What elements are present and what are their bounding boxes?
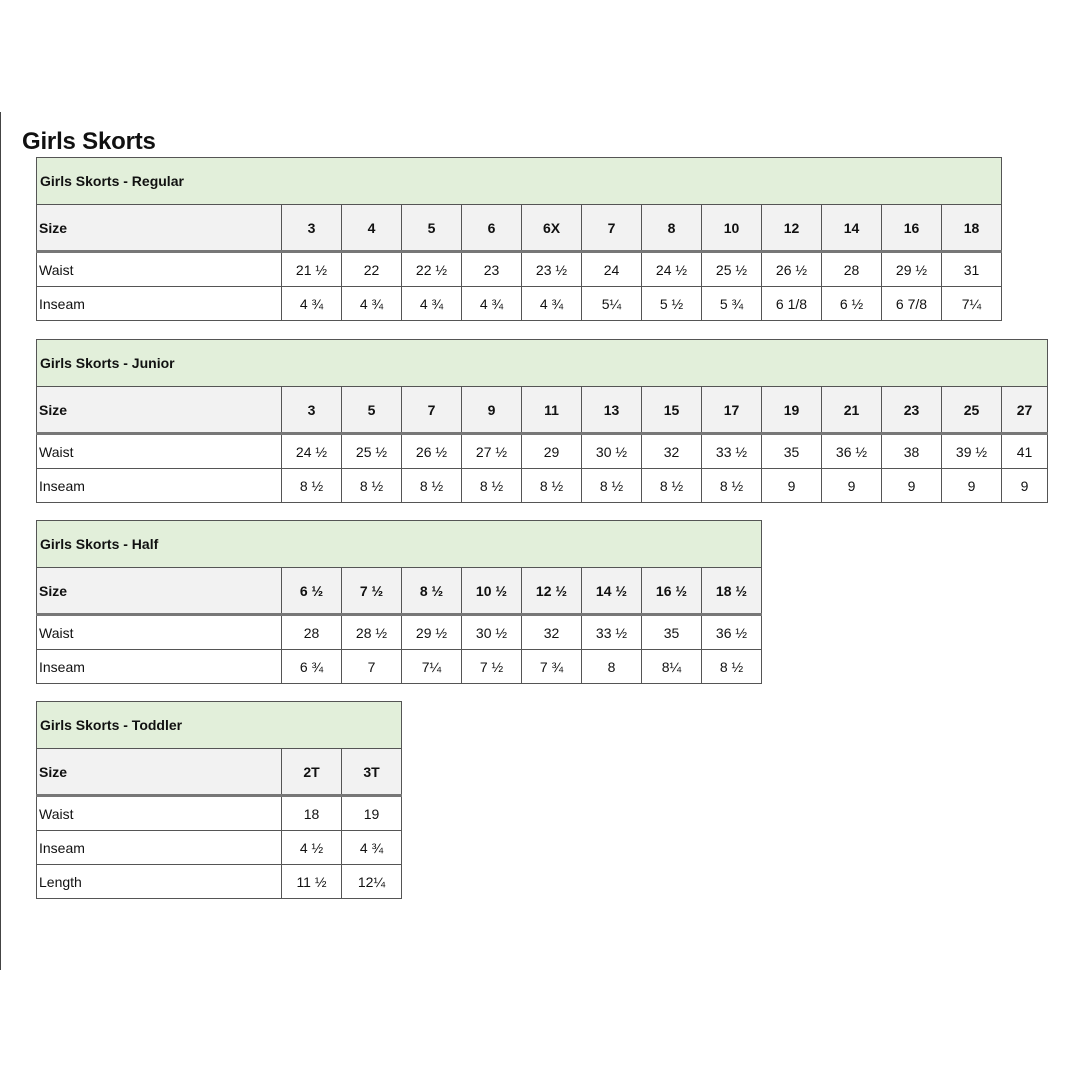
- size-header-cell: 12 ½: [522, 568, 582, 615]
- measurement-cell: 23 ½: [522, 252, 582, 287]
- size-header-cell: 5: [342, 387, 402, 434]
- size-row-label: Size: [37, 205, 282, 252]
- table-row: [37, 434, 1048, 469]
- measurement-cell: 8 ½: [702, 469, 762, 503]
- measurement-cell: 7: [342, 650, 402, 684]
- size-header-cell: 9: [462, 387, 522, 434]
- measurement-cell: 29: [522, 434, 582, 469]
- measurement-cell: 9: [942, 469, 1002, 503]
- table-row: [37, 252, 1002, 287]
- measurement-cell: 6 ¾: [282, 650, 342, 684]
- measurement-cell: 36 ½: [702, 615, 762, 650]
- measurement-cell: 4 ¾: [402, 287, 462, 321]
- measurement-cell: 27 ½: [462, 434, 522, 469]
- row-label: Inseam: [37, 469, 282, 503]
- measurement-cell: 11 ½: [282, 865, 342, 899]
- size-header-row: [37, 568, 762, 615]
- measurement-cell: 29 ½: [882, 252, 942, 287]
- size-header-cell: 17: [702, 387, 762, 434]
- measurement-cell: 32: [522, 615, 582, 650]
- row-label: Waist: [37, 796, 282, 831]
- table-title: Girls Skorts - Toddler: [37, 702, 402, 749]
- size-header-cell: 15: [642, 387, 702, 434]
- table-row: [37, 796, 402, 831]
- size-row-label: Size: [37, 387, 282, 434]
- size-header-cell: 6 ½: [282, 568, 342, 615]
- measurement-cell: 9: [822, 469, 882, 503]
- size-table-toddler: [36, 701, 402, 899]
- size-header-cell: 10 ½: [462, 568, 522, 615]
- measurement-cell: 4 ¾: [282, 287, 342, 321]
- measurement-cell: 26 ½: [402, 434, 462, 469]
- table-row: [37, 615, 762, 650]
- measurement-cell: 8 ½: [702, 650, 762, 684]
- size-header-cell: 2T: [282, 749, 342, 796]
- measurement-cell: 12¼: [342, 865, 402, 899]
- table-title-row: [37, 521, 762, 568]
- measurement-cell: 38: [882, 434, 942, 469]
- measurement-cell: 35: [642, 615, 702, 650]
- page-edge-line: [0, 112, 1, 970]
- table-title-row: [37, 340, 1048, 387]
- measurement-cell: 8 ½: [462, 469, 522, 503]
- table-title: Girls Skorts - Half: [37, 521, 762, 568]
- size-header-cell: 3T: [342, 749, 402, 796]
- measurement-cell: 6 1/8: [762, 287, 822, 321]
- measurement-cell: 4 ¾: [462, 287, 522, 321]
- measurement-cell: 23: [462, 252, 522, 287]
- size-header-cell: 6: [462, 205, 522, 252]
- measurement-cell: 36 ½: [822, 434, 882, 469]
- size-row-label: Size: [37, 749, 282, 796]
- row-label: Length: [37, 865, 282, 899]
- measurement-cell: 7¼: [942, 287, 1002, 321]
- measurement-cell: 7 ½: [462, 650, 522, 684]
- size-table-half: [36, 520, 762, 684]
- size-header-cell: 12: [762, 205, 822, 252]
- measurement-cell: 22: [342, 252, 402, 287]
- measurement-cell: 8 ½: [522, 469, 582, 503]
- measurement-cell: 28: [282, 615, 342, 650]
- table-title-row: [37, 158, 1002, 205]
- measurement-cell: 8 ½: [402, 469, 462, 503]
- measurement-cell: 24: [582, 252, 642, 287]
- measurement-cell: 21 ½: [282, 252, 342, 287]
- measurement-cell: 9: [882, 469, 942, 503]
- size-row-label: Size: [37, 568, 282, 615]
- row-label: Waist: [37, 252, 282, 287]
- measurement-cell: 8 ½: [282, 469, 342, 503]
- page-title: Girls Skorts: [22, 128, 156, 155]
- size-header-cell: 14 ½: [582, 568, 642, 615]
- measurement-cell: 33 ½: [702, 434, 762, 469]
- table-row: [37, 287, 1002, 321]
- size-header-cell: 3: [282, 387, 342, 434]
- row-label: Inseam: [37, 831, 282, 865]
- measurement-cell: 19: [342, 796, 402, 831]
- size-header-cell: 14: [822, 205, 882, 252]
- measurement-cell: 4 ¾: [522, 287, 582, 321]
- size-header-cell: 8: [642, 205, 702, 252]
- measurement-cell: 28: [822, 252, 882, 287]
- measurement-cell: 4 ½: [282, 831, 342, 865]
- size-header-cell: 11: [522, 387, 582, 434]
- size-header-row: [37, 749, 402, 796]
- size-header-cell: 25: [942, 387, 1002, 434]
- row-label: Inseam: [37, 287, 282, 321]
- size-header-cell: 23: [882, 387, 942, 434]
- measurement-cell: 33 ½: [582, 615, 642, 650]
- size-table-junior: [36, 339, 1048, 503]
- measurement-cell: 30 ½: [462, 615, 522, 650]
- size-header-cell: 7: [402, 387, 462, 434]
- measurement-cell: 5 ¾: [702, 287, 762, 321]
- size-header-cell: 21: [822, 387, 882, 434]
- measurement-cell: 5¼: [582, 287, 642, 321]
- size-header-cell: 19: [762, 387, 822, 434]
- measurement-cell: 5 ½: [642, 287, 702, 321]
- measurement-cell: 29 ½: [402, 615, 462, 650]
- table-title-row: [37, 702, 402, 749]
- measurement-cell: 7¼: [402, 650, 462, 684]
- table-title: Girls Skorts - Regular: [37, 158, 1002, 205]
- size-header-cell: 6X: [522, 205, 582, 252]
- measurement-cell: 24 ½: [282, 434, 342, 469]
- size-header-cell: 18: [942, 205, 1002, 252]
- measurement-cell: 8 ½: [342, 469, 402, 503]
- table-row: [37, 831, 402, 865]
- size-header-cell: 16 ½: [642, 568, 702, 615]
- measurement-cell: 4 ¾: [342, 287, 402, 321]
- measurement-cell: 4 ¾: [342, 831, 402, 865]
- measurement-cell: 26 ½: [762, 252, 822, 287]
- measurement-cell: 8 ½: [642, 469, 702, 503]
- size-header-cell: 7: [582, 205, 642, 252]
- size-header-row: [37, 205, 1002, 252]
- measurement-cell: 25 ½: [342, 434, 402, 469]
- measurement-cell: 31: [942, 252, 1002, 287]
- table-row: [37, 469, 1048, 503]
- measurement-cell: 9: [762, 469, 822, 503]
- row-label: Waist: [37, 434, 282, 469]
- measurement-cell: 8: [582, 650, 642, 684]
- measurement-cell: 28 ½: [342, 615, 402, 650]
- measurement-cell: 6 7/8: [882, 287, 942, 321]
- measurement-cell: 24 ½: [642, 252, 702, 287]
- measurement-cell: 39 ½: [942, 434, 1002, 469]
- size-header-cell: 27: [1002, 387, 1048, 434]
- size-header-cell: 10: [702, 205, 762, 252]
- measurement-cell: 25 ½: [702, 252, 762, 287]
- row-label: Inseam: [37, 650, 282, 684]
- measurement-cell: 6 ½: [822, 287, 882, 321]
- row-label: Waist: [37, 615, 282, 650]
- size-header-cell: 5: [402, 205, 462, 252]
- size-header-cell: 7 ½: [342, 568, 402, 615]
- measurement-cell: 22 ½: [402, 252, 462, 287]
- measurement-cell: 8¼: [642, 650, 702, 684]
- measurement-cell: 30 ½: [582, 434, 642, 469]
- measurement-cell: 41: [1002, 434, 1048, 469]
- size-header-cell: 3: [282, 205, 342, 252]
- measurement-cell: 35: [762, 434, 822, 469]
- table-row: [37, 865, 402, 899]
- measurement-cell: 18: [282, 796, 342, 831]
- size-header-cell: 8 ½: [402, 568, 462, 615]
- measurement-cell: 8 ½: [582, 469, 642, 503]
- size-header-cell: 13: [582, 387, 642, 434]
- table-title: Girls Skorts - Junior: [37, 340, 1048, 387]
- size-header-row: [37, 387, 1048, 434]
- measurement-cell: 9: [1002, 469, 1048, 503]
- measurement-cell: 32: [642, 434, 702, 469]
- size-header-cell: 4: [342, 205, 402, 252]
- table-row: [37, 650, 762, 684]
- measurement-cell: 7 ¾: [522, 650, 582, 684]
- size-table-regular: [36, 157, 1002, 321]
- size-header-cell: 18 ½: [702, 568, 762, 615]
- size-header-cell: 16: [882, 205, 942, 252]
